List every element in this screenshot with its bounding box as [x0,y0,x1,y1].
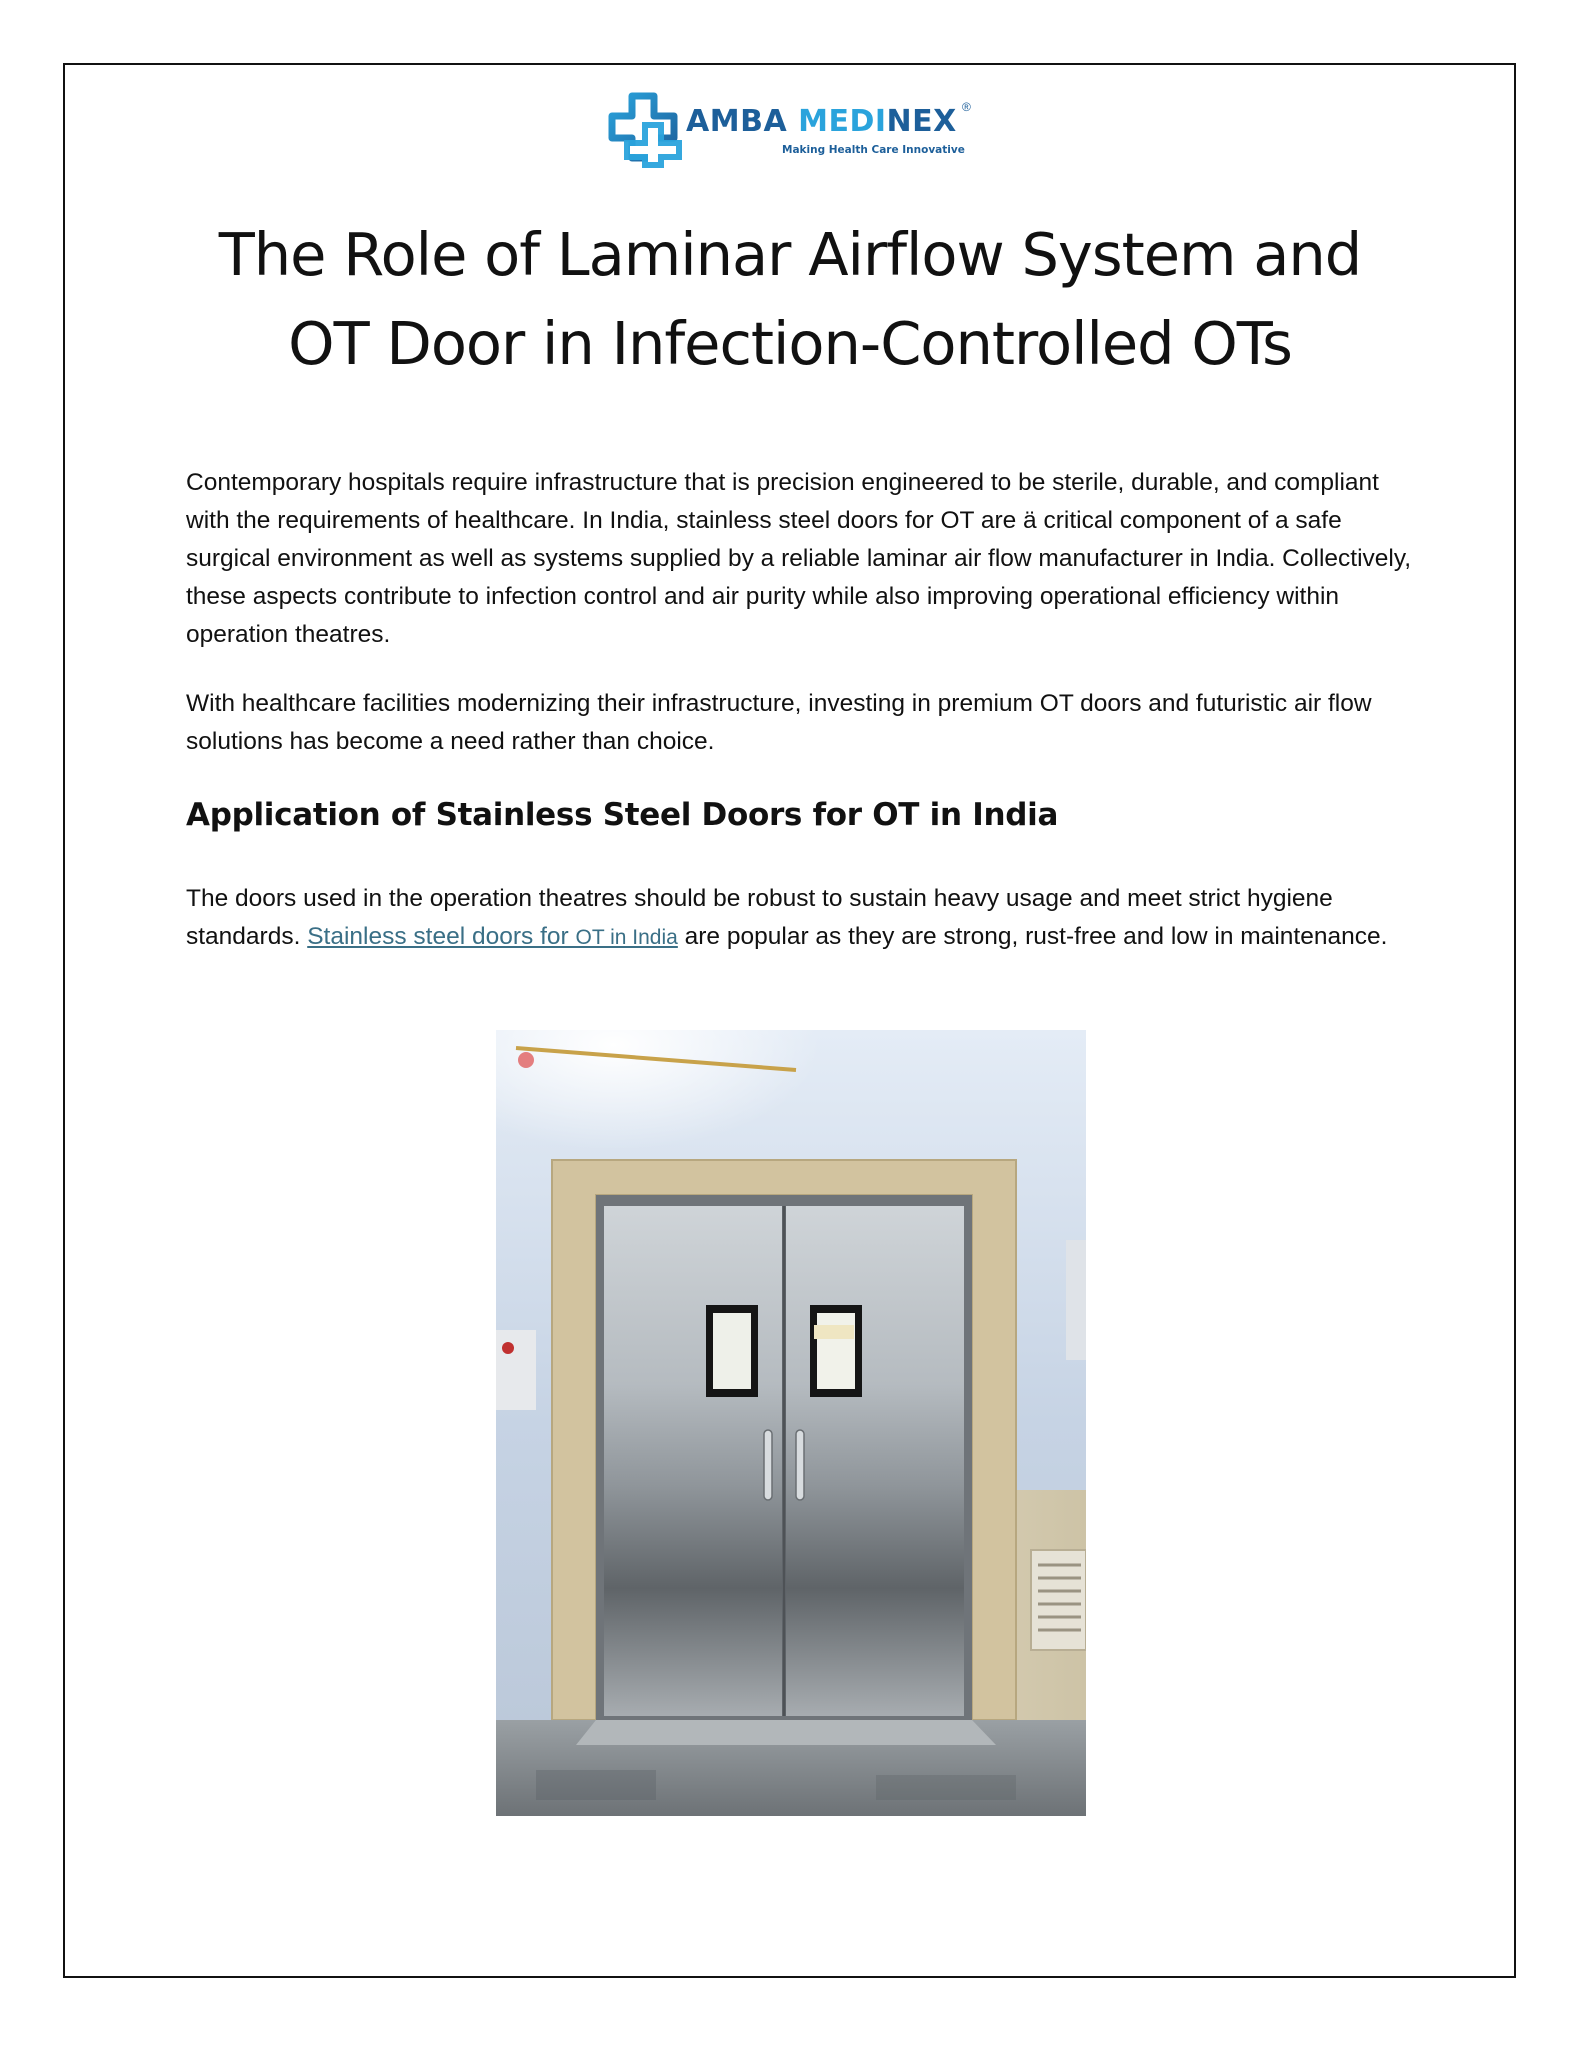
intro-paragraph: Contemporary hospitals require infrastructure that is precision engineered to be sterile, durable, and compliant with the requirements of healthcare. In India, stainless steel doors for OT are ä critical component of a safe surgical environment as well as systems supplied by a reliable laminar air flow manufacturer in India. Collectively, these aspects contribute to infection control and air purity while also improving operational efficiency within operation theatres. [186,469,1412,648]
title-line-1: The Role of Laminar Airflow System and [218,220,1362,289]
brand-logo [604,92,984,172]
section-heading: Application of Stainless Steel Doors for OT in India [186,797,1059,833]
section-text-after-link: are popular as they are strong, rust-free and low in maintenance. [677,923,1388,950]
brand-wordmark: AMBA MEDINEX [686,104,957,139]
brand-tagline: Making Health Care Innovative [782,144,965,156]
medical-cross-logo-icon [604,92,686,170]
stainless-steel-doors-link[interactable]: Stainless steel doors for OT in India [307,923,678,950]
title-line-2: OT Door in Infection-Controlled OTs [288,309,1292,378]
section-paragraph [186,880,1416,957]
document-title [100,210,1480,388]
paragraph-2: With healthcare facilities modernizing their infrastructure, investing in premium OT doors and futuristic air flow solutions has become a need rather than choice. [186,690,1372,755]
section-text-before-link: The doors used in the operation theatres should be robust to sustain heavy usage and meet strict hygiene standards. [186,885,1333,950]
ot-door-illustration [496,1030,1086,1816]
registered-mark: ® [962,100,971,114]
ot-door-photo [496,1030,1086,1816]
